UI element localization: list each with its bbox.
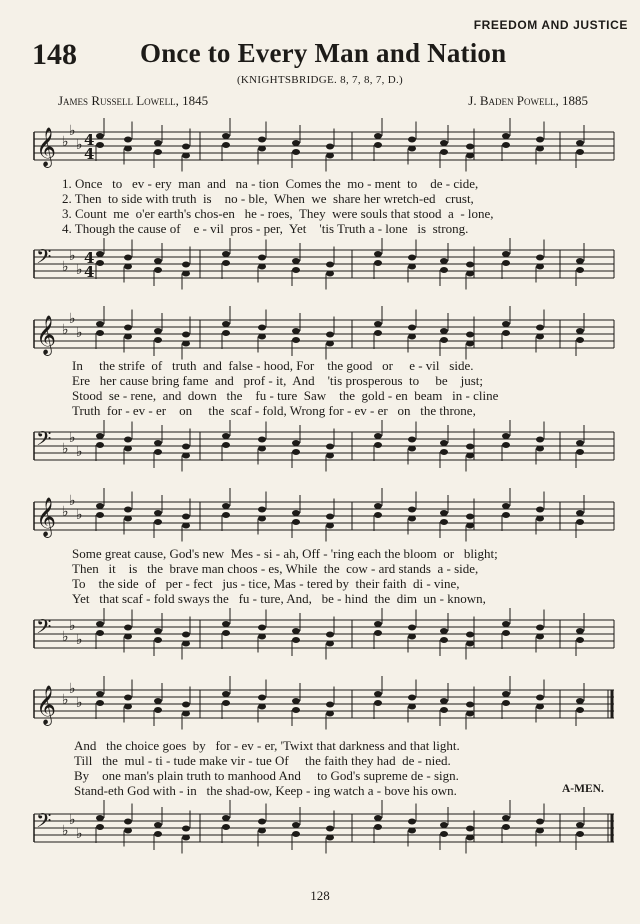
note-head bbox=[466, 153, 474, 159]
note-head bbox=[182, 453, 190, 459]
note-head bbox=[374, 630, 382, 636]
note-head bbox=[154, 140, 162, 146]
treble-clef-icon: 𝄞 bbox=[36, 127, 57, 167]
note-head bbox=[292, 440, 300, 446]
note-head bbox=[502, 330, 510, 336]
note-head bbox=[258, 437, 266, 443]
note-head bbox=[124, 137, 132, 143]
note-head bbox=[124, 437, 132, 443]
note-head bbox=[576, 510, 584, 516]
note-head bbox=[440, 258, 448, 264]
note-head bbox=[96, 442, 104, 448]
bass-clef-icon: 𝄢 bbox=[36, 427, 52, 455]
note-head bbox=[182, 332, 190, 338]
note-head bbox=[222, 503, 230, 509]
note-head bbox=[96, 503, 104, 509]
note-head bbox=[502, 442, 510, 448]
note-head bbox=[154, 328, 162, 334]
flat-icon: ♭ bbox=[76, 695, 83, 711]
note-head bbox=[536, 437, 544, 443]
bass-staff-4 bbox=[0, 800, 640, 862]
note-head bbox=[440, 698, 448, 704]
note-head bbox=[408, 446, 416, 452]
note-head bbox=[258, 325, 266, 331]
note-head bbox=[124, 325, 132, 331]
note-head bbox=[96, 142, 104, 148]
note-head bbox=[502, 512, 510, 518]
note-head bbox=[124, 828, 132, 834]
note-head bbox=[576, 831, 584, 837]
note-head bbox=[576, 637, 584, 643]
bass-clef-icon: 𝄢 bbox=[36, 809, 52, 837]
note-head bbox=[222, 630, 230, 636]
bass-clef-icon: 𝄢 bbox=[36, 245, 52, 273]
note-head bbox=[182, 632, 190, 638]
treble-staff-1 bbox=[0, 118, 640, 180]
note-head bbox=[124, 264, 132, 270]
note-head bbox=[374, 503, 382, 509]
note-head bbox=[466, 523, 474, 529]
bass-staff-3 bbox=[0, 608, 640, 666]
note-head bbox=[154, 258, 162, 264]
flat-icon: ♭ bbox=[76, 826, 83, 842]
hymn-title: Once to Every Man and Nation bbox=[140, 38, 507, 68]
note-head bbox=[374, 330, 382, 336]
note-head bbox=[408, 255, 416, 261]
note-head bbox=[408, 625, 416, 631]
note-head bbox=[258, 507, 266, 513]
note-head bbox=[96, 824, 104, 830]
note-head bbox=[258, 255, 266, 261]
note-head bbox=[258, 264, 266, 270]
flat-icon: ♭ bbox=[69, 123, 76, 139]
note-head bbox=[502, 321, 510, 327]
flat-icon: ♭ bbox=[76, 137, 83, 153]
note-head bbox=[292, 628, 300, 634]
note-head bbox=[466, 144, 474, 150]
flat-icon: ♭ bbox=[69, 430, 76, 446]
note-head bbox=[258, 634, 266, 640]
note-head bbox=[222, 512, 230, 518]
note-head bbox=[576, 822, 584, 828]
note-head bbox=[154, 698, 162, 704]
note-head bbox=[154, 440, 162, 446]
note-head bbox=[440, 140, 448, 146]
note-head bbox=[466, 514, 474, 520]
note-head bbox=[576, 337, 584, 343]
note-head bbox=[222, 260, 230, 266]
note-head bbox=[258, 625, 266, 631]
note-head bbox=[96, 512, 104, 518]
note-head bbox=[258, 819, 266, 825]
note-head bbox=[374, 142, 382, 148]
note-head bbox=[466, 271, 474, 277]
tune-name: (KNIGHTSBRIDGE. 8, 7, 8, 7, D.) bbox=[236, 74, 404, 86]
note-head bbox=[96, 260, 104, 266]
composer-credit: J. Baden Powell, 1885 bbox=[468, 93, 588, 108]
note-head bbox=[408, 437, 416, 443]
note-head bbox=[326, 144, 334, 150]
note-head bbox=[96, 321, 104, 327]
note-head bbox=[576, 328, 584, 334]
note-head bbox=[576, 628, 584, 634]
note-head bbox=[154, 149, 162, 155]
note-head bbox=[292, 510, 300, 516]
note-head bbox=[326, 641, 334, 647]
flat-icon: ♭ bbox=[62, 322, 69, 338]
note-head bbox=[258, 704, 266, 710]
note-head bbox=[326, 444, 334, 450]
note-head bbox=[408, 137, 416, 143]
note-head bbox=[576, 258, 584, 264]
note-head bbox=[258, 828, 266, 834]
note-head bbox=[440, 337, 448, 343]
note-head bbox=[292, 258, 300, 264]
note-head bbox=[96, 621, 104, 627]
note-head bbox=[222, 330, 230, 336]
flat-icon: ♭ bbox=[69, 618, 76, 634]
author-credit: James Russell Lowell, 1845 bbox=[58, 93, 209, 108]
note-head bbox=[96, 251, 104, 257]
note-head bbox=[502, 700, 510, 706]
note-head bbox=[222, 442, 230, 448]
note-head bbox=[326, 835, 334, 841]
note-head bbox=[154, 637, 162, 643]
note-head bbox=[124, 516, 132, 522]
flat-icon: ♭ bbox=[69, 812, 76, 828]
flat-icon: ♭ bbox=[69, 681, 76, 697]
note-head bbox=[182, 835, 190, 841]
note-head bbox=[124, 507, 132, 513]
note-head bbox=[440, 637, 448, 643]
flat-icon: ♭ bbox=[76, 507, 83, 523]
flat-icon: ♭ bbox=[62, 259, 69, 275]
note-head bbox=[154, 822, 162, 828]
treble-staff-3 bbox=[0, 488, 640, 548]
section-header: FREEDOM AND JUSTICE bbox=[473, 18, 628, 32]
flat-icon: ♭ bbox=[76, 444, 83, 460]
note-head bbox=[222, 321, 230, 327]
amen-label: A-MEN. bbox=[562, 783, 604, 795]
note-head bbox=[408, 695, 416, 701]
note-head bbox=[440, 328, 448, 334]
note-head bbox=[576, 707, 584, 713]
note-head bbox=[466, 826, 474, 832]
note-head bbox=[374, 700, 382, 706]
note-head bbox=[124, 446, 132, 452]
note-head bbox=[258, 137, 266, 143]
note-head bbox=[124, 634, 132, 640]
note-head bbox=[502, 133, 510, 139]
note-head bbox=[222, 691, 230, 697]
bass-staff-1 bbox=[0, 238, 640, 296]
note-head bbox=[154, 831, 162, 837]
note-head bbox=[576, 698, 584, 704]
note-head bbox=[222, 815, 230, 821]
note-head bbox=[124, 146, 132, 152]
note-head bbox=[326, 514, 334, 520]
note-head bbox=[440, 440, 448, 446]
flat-icon: ♭ bbox=[62, 692, 69, 708]
note-head bbox=[154, 449, 162, 455]
note-head bbox=[408, 325, 416, 331]
note-head bbox=[374, 442, 382, 448]
note-head bbox=[408, 634, 416, 640]
flat-icon: ♭ bbox=[69, 493, 76, 509]
note-head bbox=[408, 264, 416, 270]
note-head bbox=[96, 433, 104, 439]
note-head bbox=[292, 140, 300, 146]
note-head bbox=[222, 133, 230, 139]
note-head bbox=[292, 267, 300, 273]
note-head bbox=[440, 519, 448, 525]
note-head bbox=[502, 815, 510, 821]
note-head bbox=[292, 337, 300, 343]
note-head bbox=[292, 698, 300, 704]
note-head bbox=[502, 824, 510, 830]
note-head bbox=[408, 507, 416, 513]
note-head bbox=[326, 523, 334, 529]
note-head bbox=[182, 144, 190, 150]
note-head bbox=[440, 822, 448, 828]
note-head bbox=[124, 819, 132, 825]
flat-icon: ♭ bbox=[76, 262, 83, 278]
treble-staff-2 bbox=[0, 306, 640, 366]
note-head bbox=[374, 824, 382, 830]
note-head bbox=[326, 271, 334, 277]
note-head bbox=[374, 133, 382, 139]
note-head bbox=[536, 695, 544, 701]
note-head bbox=[374, 815, 382, 821]
note-head bbox=[374, 251, 382, 257]
note-head bbox=[154, 267, 162, 273]
note-head bbox=[502, 691, 510, 697]
note-head bbox=[326, 826, 334, 832]
note-head bbox=[124, 334, 132, 340]
note-head bbox=[466, 835, 474, 841]
note-head bbox=[292, 449, 300, 455]
note-head bbox=[258, 334, 266, 340]
note-head bbox=[182, 702, 190, 708]
bass-clef-icon: 𝄢 bbox=[36, 615, 52, 643]
note-head bbox=[576, 449, 584, 455]
note-head bbox=[124, 704, 132, 710]
note-head bbox=[258, 146, 266, 152]
note-head bbox=[536, 446, 544, 452]
bass-staff-2 bbox=[0, 420, 640, 478]
note-head bbox=[182, 262, 190, 268]
note-head bbox=[536, 264, 544, 270]
note-head bbox=[222, 251, 230, 257]
note-head bbox=[326, 332, 334, 338]
note-head bbox=[374, 691, 382, 697]
note-head bbox=[440, 707, 448, 713]
note-head bbox=[408, 828, 416, 834]
note-head bbox=[292, 519, 300, 525]
note-head bbox=[536, 516, 544, 522]
note-head bbox=[96, 815, 104, 821]
note-head bbox=[466, 332, 474, 338]
note-head bbox=[466, 453, 474, 459]
note-head bbox=[536, 255, 544, 261]
note-head bbox=[182, 826, 190, 832]
flat-icon: ♭ bbox=[62, 441, 69, 457]
note-head bbox=[440, 510, 448, 516]
note-head bbox=[124, 695, 132, 701]
note-head bbox=[408, 516, 416, 522]
treble-clef-icon: 𝄞 bbox=[36, 315, 57, 355]
note-head bbox=[222, 700, 230, 706]
note-head bbox=[576, 519, 584, 525]
note-head bbox=[154, 707, 162, 713]
note-head bbox=[576, 149, 584, 155]
note-head bbox=[408, 146, 416, 152]
note-head bbox=[292, 637, 300, 643]
note-head bbox=[536, 634, 544, 640]
note-head bbox=[502, 503, 510, 509]
note-head bbox=[154, 337, 162, 343]
note-head bbox=[466, 341, 474, 347]
note-head bbox=[374, 512, 382, 518]
note-head bbox=[502, 621, 510, 627]
note-head bbox=[182, 641, 190, 647]
flat-icon: ♭ bbox=[62, 134, 69, 150]
flat-icon: ♭ bbox=[76, 325, 83, 341]
note-head bbox=[258, 516, 266, 522]
note-head bbox=[466, 632, 474, 638]
time-signature: 4 bbox=[84, 263, 95, 281]
note-head bbox=[536, 704, 544, 710]
note-head bbox=[326, 711, 334, 717]
flat-icon: ♭ bbox=[62, 823, 69, 839]
note-head bbox=[326, 632, 334, 638]
note-head bbox=[182, 153, 190, 159]
note-head bbox=[154, 628, 162, 634]
note-head bbox=[466, 444, 474, 450]
note-head bbox=[440, 449, 448, 455]
note-head bbox=[292, 822, 300, 828]
note-head bbox=[182, 271, 190, 277]
note-head bbox=[292, 831, 300, 837]
note-head bbox=[124, 625, 132, 631]
note-head bbox=[292, 707, 300, 713]
hymn-number: 148 bbox=[32, 38, 77, 71]
note-head bbox=[408, 819, 416, 825]
note-head bbox=[536, 625, 544, 631]
note-head bbox=[182, 444, 190, 450]
note-head bbox=[292, 328, 300, 334]
note-head bbox=[440, 267, 448, 273]
note-head bbox=[536, 325, 544, 331]
note-head bbox=[576, 140, 584, 146]
note-head bbox=[182, 711, 190, 717]
note-head bbox=[258, 695, 266, 701]
note-head bbox=[502, 142, 510, 148]
note-head bbox=[258, 446, 266, 452]
flat-icon: ♭ bbox=[69, 248, 76, 264]
note-head bbox=[326, 341, 334, 347]
note-head bbox=[222, 433, 230, 439]
treble-clef-icon: 𝄞 bbox=[36, 497, 57, 537]
note-head bbox=[466, 702, 474, 708]
note-head bbox=[536, 334, 544, 340]
note-head bbox=[292, 149, 300, 155]
note-head bbox=[154, 510, 162, 516]
flat-icon: ♭ bbox=[62, 629, 69, 645]
note-head bbox=[182, 514, 190, 520]
note-head bbox=[374, 260, 382, 266]
treble-clef-icon: 𝄞 bbox=[36, 685, 57, 725]
note-head bbox=[96, 630, 104, 636]
note-head bbox=[374, 433, 382, 439]
note-head bbox=[374, 621, 382, 627]
note-head bbox=[96, 700, 104, 706]
flat-icon: ♭ bbox=[76, 632, 83, 648]
treble-staff-4 bbox=[0, 676, 640, 736]
note-head bbox=[374, 321, 382, 327]
note-head bbox=[576, 267, 584, 273]
note-head bbox=[408, 334, 416, 340]
time-signature: 4 bbox=[84, 131, 95, 149]
note-head bbox=[466, 641, 474, 647]
note-head bbox=[440, 831, 448, 837]
note-head bbox=[182, 523, 190, 529]
note-head bbox=[182, 341, 190, 347]
note-head bbox=[466, 262, 474, 268]
note-head bbox=[222, 824, 230, 830]
note-head bbox=[502, 260, 510, 266]
time-signature: 4 bbox=[84, 145, 95, 163]
lyric-line: Stand-eth God with - in the shad-ow, Keep - ing watch a - bove his own. A-MEN. bbox=[74, 783, 604, 798]
note-head bbox=[326, 153, 334, 159]
note-head bbox=[536, 137, 544, 143]
flat-icon: ♭ bbox=[69, 311, 76, 327]
note-head bbox=[440, 628, 448, 634]
note-head bbox=[536, 507, 544, 513]
note-head bbox=[96, 691, 104, 697]
note-head bbox=[440, 149, 448, 155]
note-head bbox=[536, 819, 544, 825]
note-head bbox=[326, 453, 334, 459]
flat-icon: ♭ bbox=[62, 504, 69, 520]
note-head bbox=[502, 630, 510, 636]
time-signature: 4 bbox=[84, 249, 95, 267]
note-head bbox=[576, 440, 584, 446]
note-head bbox=[536, 828, 544, 834]
note-head bbox=[222, 142, 230, 148]
note-head bbox=[408, 704, 416, 710]
page-number: 128 bbox=[310, 888, 330, 903]
note-head bbox=[96, 133, 104, 139]
note-head bbox=[124, 255, 132, 261]
note-head bbox=[502, 433, 510, 439]
note-head bbox=[222, 621, 230, 627]
note-head bbox=[502, 251, 510, 257]
note-head bbox=[466, 711, 474, 717]
note-head bbox=[154, 519, 162, 525]
note-head bbox=[326, 262, 334, 268]
note-head bbox=[536, 146, 544, 152]
note-head bbox=[96, 330, 104, 336]
note-head bbox=[326, 702, 334, 708]
